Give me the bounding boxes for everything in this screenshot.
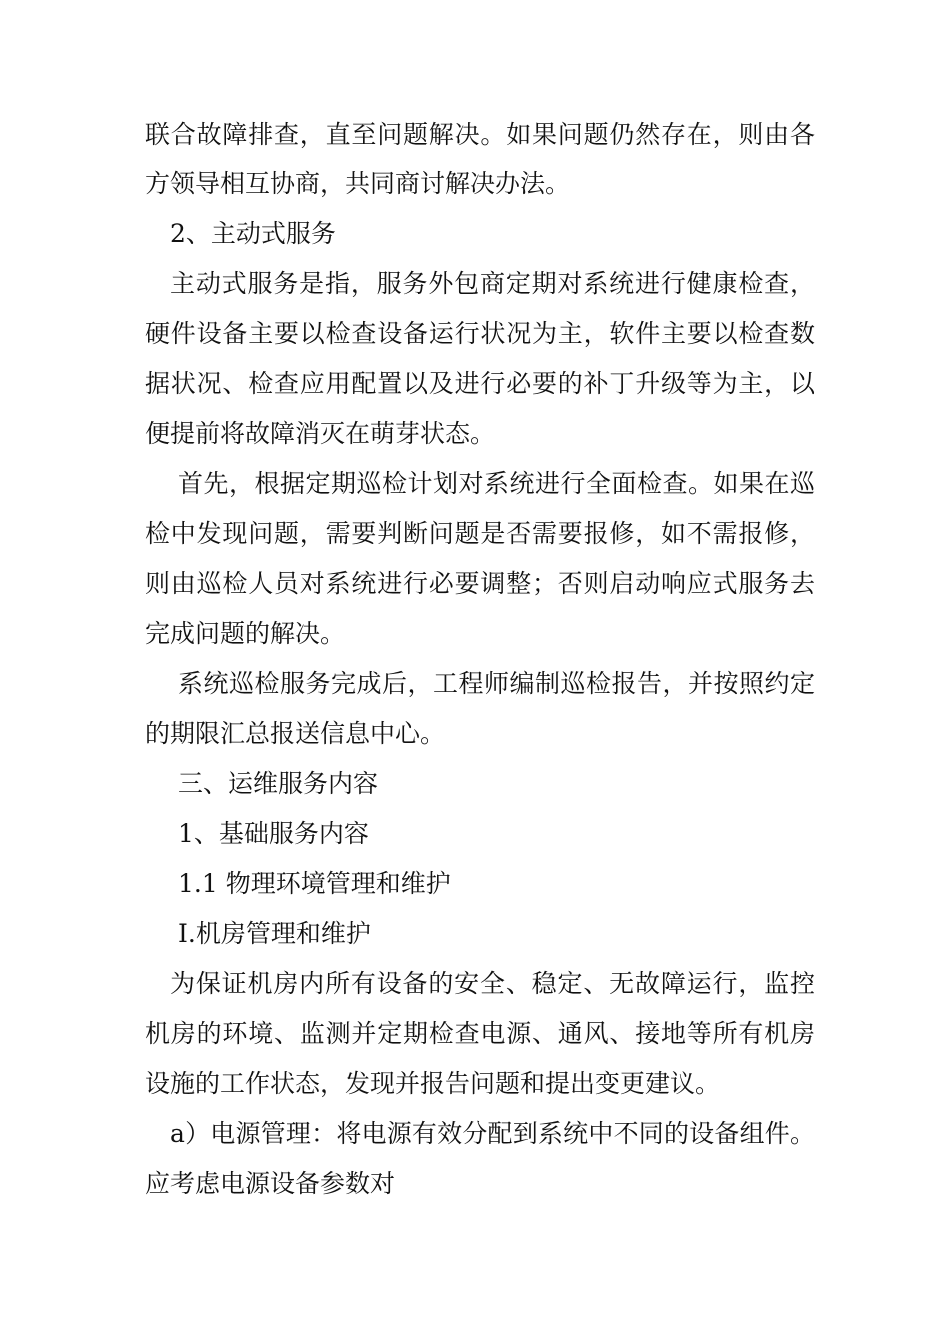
text-line: 便提前将故障消灭在萌芽状态。 bbox=[145, 419, 496, 448]
text-line: 的期限汇总报送信息中心。 bbox=[145, 719, 446, 748]
text-line: 联合故障排查，直至问题解决。如果问题仍然存在，则由各 bbox=[145, 120, 815, 149]
text-line: 检中发现问题，需要判断问题是否需要报修，如不需报修， bbox=[145, 519, 815, 548]
text-line: 则由巡检人员对系统进行必要调整；否则启动响应式服务去 bbox=[145, 569, 815, 598]
text-line: 硬件设备主要以检查设备运行状况为主，软件主要以检查数 bbox=[145, 319, 815, 348]
section-heading: 1、基础服务内容 bbox=[178, 819, 369, 848]
text-line: 系统巡检服务完成后，工程师编制巡检报告，并按照约定 bbox=[178, 669, 815, 698]
text-line: a）电源管理：将电源有效分配到系统中不同的设备组件。 bbox=[170, 1119, 815, 1148]
text-line: 完成问题的解决。 bbox=[145, 619, 346, 648]
text-line: 为保证机房内所有设备的安全、稳定、无故障运行，监控 bbox=[170, 969, 815, 998]
text-line: 首先，根据定期巡检计划对系统进行全面检查。如果在巡 bbox=[178, 469, 815, 498]
text-line: 机房的环境、监测并定期检查电源、通风、接地等所有机房 bbox=[145, 1019, 815, 1048]
section-heading: 1.1 物理环境管理和维护 bbox=[178, 869, 451, 898]
section-heading: 2、主动式服务 bbox=[170, 219, 336, 248]
section-heading: 三、运维服务内容 bbox=[178, 769, 379, 798]
text-line: 方领导相互协商，共同商讨解决办法。 bbox=[145, 169, 571, 198]
text-line: 主动式服务是指，服务外包商定期对系统进行健康检查， bbox=[170, 269, 815, 298]
text-line: 据状况、检查应用配置以及进行必要的补丁升级等为主，以 bbox=[145, 369, 815, 398]
text-line: 设施的工作状态，发现并报告问题和提出变更建议。 bbox=[145, 1069, 721, 1098]
section-heading: Ⅰ.机房管理和维护 bbox=[178, 919, 371, 948]
text-line: 应考虑电源设备参数对 bbox=[145, 1169, 396, 1198]
